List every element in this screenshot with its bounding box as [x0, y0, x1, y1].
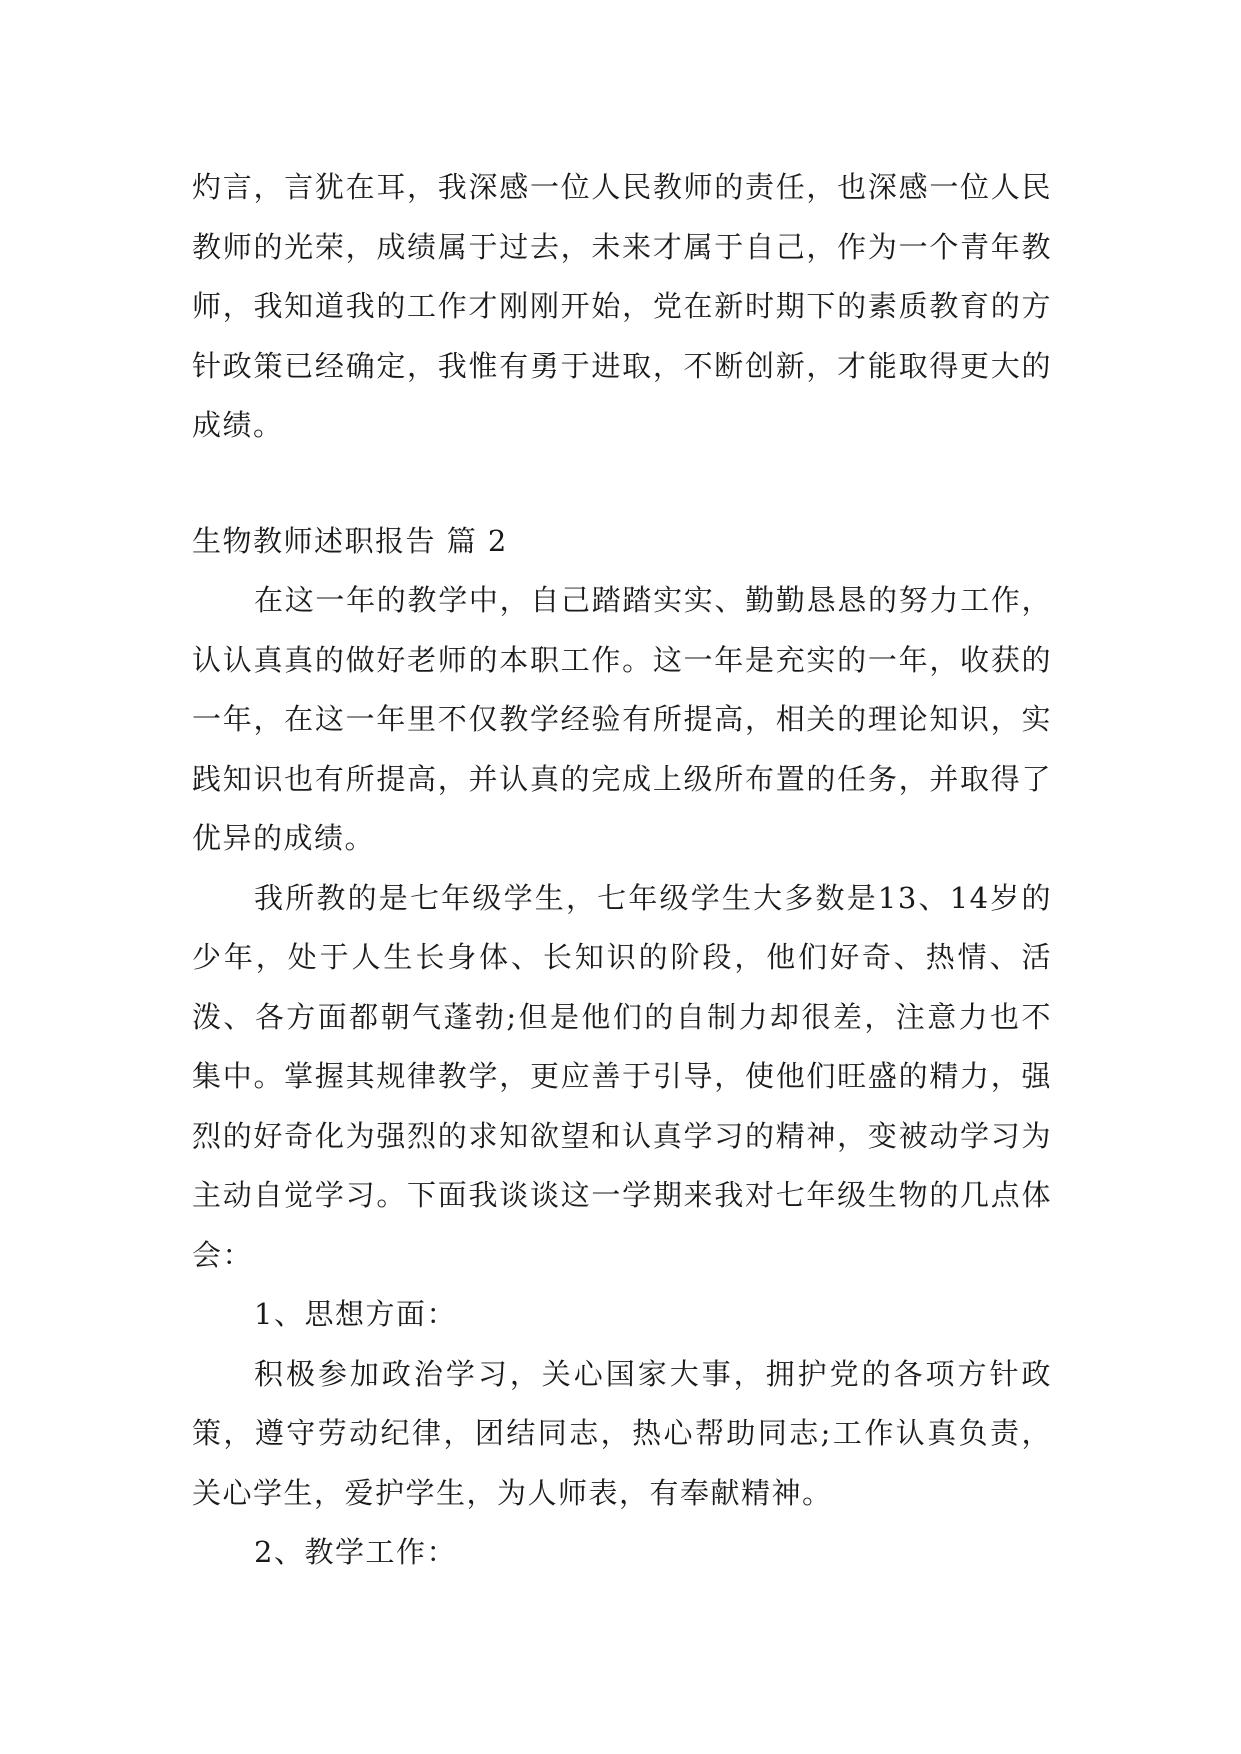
- document-page: [192, 158, 1052, 1583]
- subheading-thought: 1、思想方面：: [254, 1297, 457, 1331]
- paragraph-thought: 积极参加政治学习，关心国家大事，拥护党的各项方针政策，遵守劳动纪律，团结同志，热心帮助同志;工作认真负责，关心学生，爱护学生，为人师表，有奉献精神。: [192, 1356, 1052, 1510]
- paragraph-summary: 在这一年的教学中，自己踏踏实实、勤勤恳恳的努力工作，认认真真的做好老师的本职工作。这一年是充实的一年，收获的一年，在这一年里不仅教学经验有所提高，相关的理论知识，实践知识也有所提高，并认真的完成上级所布置的任务，并取得了优异的成绩。: [192, 583, 1052, 855]
- subheading-teaching: 2、教学工作：: [254, 1535, 457, 1569]
- intro-paragraph: 灼言，言犹在耳，我深感一位人民教师的责任，也深感一位人民教师的光荣，成绩属于过去，未来才属于自己，作为一个青年教师，我知道我的工作才刚刚开始，党在新时期下的素质教育的方针政策已经确定，我惟有勇于进取，不断创新，才能取得更大的成绩。: [192, 170, 1052, 442]
- section-heading: 生物教师述职报告 篇 2: [192, 523, 508, 558]
- paragraph-students: 我所教的是七年级学生，七年级学生大多数是13、14岁的少年，处于人生长身体、长知识的阶段，他们好奇、热情、活泼、各方面都朝气蓬勃;但是他们的自制力却很差，注意力也不集中。掌握其规律教学，更应善于引导，使他们旺盛的精力，强烈的好奇化为强烈的求知欲望和认真学习的精神，变被动学习为主动自觉学习。下面我谈谈这一学期来我对七年级生物的几点体会：: [192, 880, 1052, 1272]
